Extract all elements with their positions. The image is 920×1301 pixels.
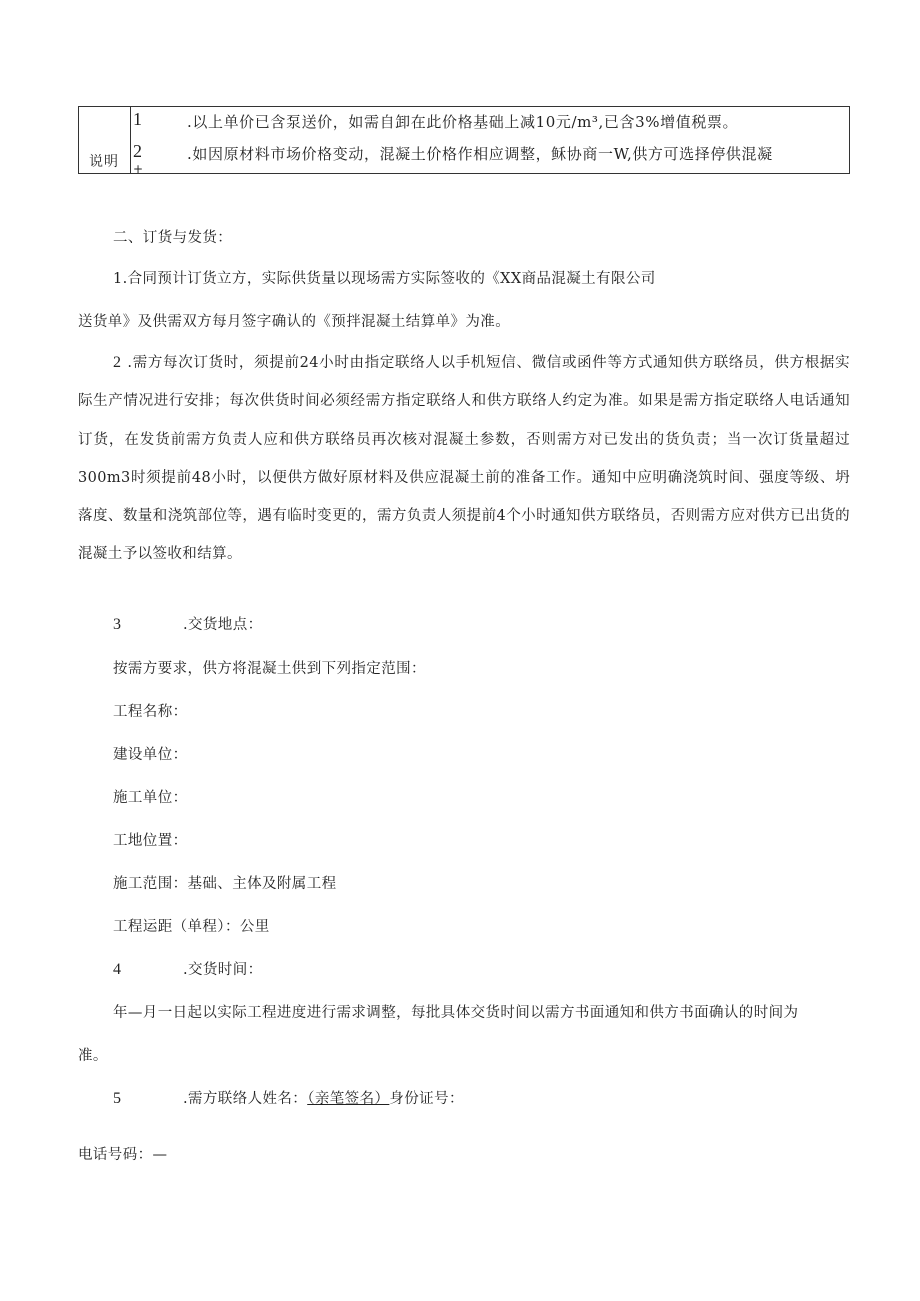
notes-row [131,141,849,163]
item5-prefix: .需方联络人姓名： [183,1091,308,1107]
section-heading: 二、订货与发货： [113,230,233,246]
notes-row-number: 1 [133,109,142,129]
field-construction-scope: 施工范围：基础、主体及附属工程 [113,876,337,892]
item2-number: 2 [113,354,122,371]
item5-line [113,1087,464,1108]
notes-row [131,109,849,131]
field-builder: 建设单位： [113,747,188,763]
notes-label: 说明 [89,154,119,170]
item4-line1: 年—月一日起以实际工程进度进行需求调整，每批具体交货时间以需方书面通知和供方书面确认的时间为 [113,1005,799,1021]
item3-text: .交货地点： [183,617,263,633]
item5-suffix: 身份证号： [389,1091,464,1107]
phone-line: 电话号码：— [78,1147,168,1163]
notes-row-text: .如因原材料市场价格变动，混凝土价格作相应调整，稣协商一W,供方可选择停供混凝 [187,145,773,163]
notes-row-number: 2 [133,141,142,161]
item2-paragraph [78,344,850,574]
item5-number: 5 [113,1090,122,1107]
item3-number: 3 [113,616,122,633]
item3-heading [113,613,263,634]
item1-line2: 送货单》及供需双方每月签字确认的《预拌混凝土结算单》为准。 [78,314,511,330]
item1-line1: 1.合同预计订货立方，实际供货量以现场需方实际签收的《XX商品混凝土有限公司 [113,271,656,287]
item4-number: 4 [113,961,122,978]
field-contractor: 施工单位： [113,790,188,806]
notes-row-text: .以上单价已含泵送价，如需自卸在此价格基础上减10元/m³,已含3%增值税票。 [187,113,739,131]
item3-intro: 按需方要求，供方将混凝土供到下列指定范围： [113,661,426,677]
notes-row-tail: + [133,165,144,173]
item4-line2: 准。 [78,1048,108,1064]
item4-heading [113,958,263,979]
notes-table [78,106,850,174]
field-project-name: 工程名称： [113,704,188,720]
item2-text: .需方每次订货时，须提前24小时由指定联络人以手机短信、微信或函件等方式通知供方联络员，供方根据实际生产情况进行安排；每次供货时间必须经需方指定联络人和供方联络人约定为准。如果是需方指定联络人电话通知订货，在发货前需方负责人应和供方联络员再次核对混凝土参数，否则需方对已发出的货负责；当一次订货量超过300m3时须提前48小时，以便供方做好原材料及供应混凝土前的准备工作。通知中应明确浇筑时间、强度等级、坍落度、数量和浇筑部位等，遇有临时变更的，需方负责人须提前4个小时通知供方联络员，否则需方应对供方已出货的混凝土予以签收和结算。 [78,355,850,563]
notes-label-cell [79,107,131,173]
field-site-location: 工地位置： [113,833,188,849]
field-transport-distance: 工程运距（单程）：公里 [113,919,270,935]
item5-signature-blank: （亲笔签名） [307,1091,390,1107]
item4-text: .交货时间： [183,962,263,978]
